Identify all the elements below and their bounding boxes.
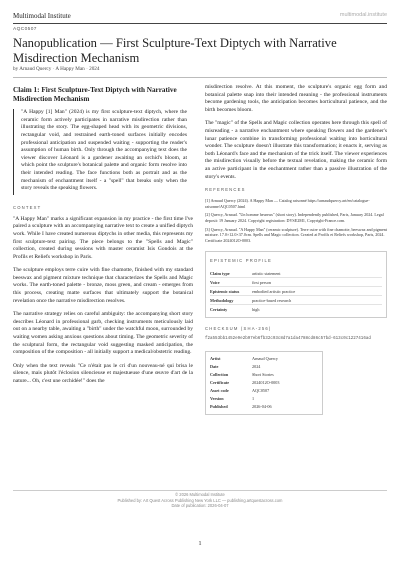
context-paragraph: The narrative strategy relies on careful ambiguity: the accompanying short story describes Léonard in professional garb, checking instruments meticulously laid out on a nearby table, awaiting a "birth" under the watchful moon, surrounded by waiting women asking anxious questions about timing. The geometric severity of the sculptural form, the rectangular void suggesting masked anticipation, the composition of the composition - all initially support a medical/obstetric reading. [13,311,193,356]
row-value: embodied artistic practice [252,288,296,294]
row-value: practice-based research [252,297,292,303]
row-value: 2024 [252,364,261,370]
table-row [210,387,318,395]
title-rule [13,77,387,78]
byline-author: by Arnaud Quercy [13,66,52,72]
row-value: 2024012O-0003 [252,380,280,386]
byline-separator: · [86,66,90,72]
page-title: Nanopublication — First Sculpture-Text Diptych with Narrative Misdirection Mechanism [13,36,337,65]
byline-separator: · [52,66,56,72]
references-list [205,198,387,243]
references-label: REFERENCES [205,187,246,193]
footer-publisher[interactable]: Published by: Art Quest Across Publishing New York LLC — publishing.artquestacross.com [117,497,283,503]
row-key: Published [210,404,228,410]
reference-item: [2] Quercy, Arnaud. "Un homme heureux" (short story). Independently published, Paris, January 2024. Legal deposit: 19 January 2024. Copyright registration: DVSE2M1, Copyright-France.com. [205,212,384,223]
page-number: 1 [198,540,202,547]
epistemic-profile-table [210,269,382,313]
body-paragraph: The "magic" of the Spells and Magic collection operates here through this spell of misreading - a narrative enchantment where speaking flowers and the gardener's lunar patience combine in transforming professional waiting into horticultural wonder. The sculpture doesn't illustrate this transformation; it enacts it, serving as both Léonard's face and the mechanism of the trick itself. The viewer experiences the misdirection visually before the textual revelation, making the ceramic form an active participant in the enchantment rather than a passive illustration of the story's events. [205,120,387,180]
document-id: AQC0507 [13,27,37,32]
table-row [210,278,382,287]
row-value: artistic statement [252,270,281,276]
checksum-label: CHECKSUM (SHA-256) [205,326,272,332]
reference-item: [3] Quercy, Arnaud. "A Happy Man" (ceramic sculpture). Terre cuire with fine chamotte, beeswax and pigment mixture. 17.0×12.0×37.0cm. Spells and Magic collection. Created at Profils et Reliefs workshop, Paris, 2024. Certificate 2024012O-0003. [205,226,387,243]
claim-blockquote [13,109,193,195]
checksum-value: f2a553bb1452e9e2b97eb6fb32c93c8d7a1da4788cd86c57bd-613c0c1227416ad [205,337,371,342]
row-value: Arnaud Quercy [252,356,278,362]
reference-item[interactable]: [1] Arnaud Quercy (2024). A Happy Man — Catalog raisonné https://arnaudquercy.art/en/catalogue-raisonne/AQC0507.html [205,198,370,209]
table-row [210,287,382,296]
institute-name: Multimodal Institute [13,12,71,20]
table-row [210,395,318,403]
footer-publication-date: Date of publication: 2026-04-07 [171,503,229,509]
context-label: CONTEXT [13,204,42,210]
row-value: high [252,306,260,312]
table-row [210,269,382,278]
byline-year: 2024 [89,66,100,72]
context-paragraph: The sculpture employs terre cuire with fine chamotte, finished with my standard beeswax and pigment mixture technique that characterizes the Spells and Magic works. The earth-toned palette - bronze, moss green, and cream - emerges from this process, creating matte surfaces that ultimately support the botanical revelation once the narrative misdirection resolves. [13,267,193,304]
row-key: Voice [210,279,220,285]
row-key: Version [210,396,224,402]
metadata-box [205,351,323,415]
row-key: Claim type [210,270,230,276]
row-key: Artist [210,356,221,362]
table-row [210,305,382,314]
row-value: Short Stories [252,372,274,378]
row-key: Certainty [210,306,228,312]
footer [13,492,387,509]
right-column [205,84,387,415]
byline-work: A Happy Man [55,66,85,72]
row-key: Asset code [210,388,229,394]
institute-website[interactable]: multimodal.institute [339,12,387,18]
table-row [210,403,318,411]
row-key: Date [210,364,219,370]
row-value: 2026-04-06 [252,404,272,410]
table-row [210,363,318,371]
footer-rule [13,490,387,491]
row-key: Certificate [210,380,230,386]
epistemic-profile-label: EPISTEMIC PROFILE [210,258,273,264]
table-row [210,355,318,363]
context-paragraph: "A Happy Man" marks a significant expansion in my practice - the first time I've paired a sculpture with an accompanying narrative text to create a unified diptych work. While I have created numerous diptychs in other media, this represents my first sculpture-text pairing. The piece belongs to the "Spells and Magic" collection, created during sessions with master ceramist Isis Gondois at the Profils et Reliefs workshop in Paris. [13,215,193,260]
table-row [210,371,318,379]
header-rule [13,23,387,24]
byline [13,66,99,72]
table-row [210,296,382,305]
row-key: Methodology [210,297,234,303]
claim-text: "A Happy [1] Man" (2024) is my first sculpture-text diptych, where the ceramic form actively participates in narrative misdirection rather than illustrating the story. The egg-shaped head with its geometric divisions, rectangular void, and restrained earth-toned surfaces initially encodes professional anticipation and suspended waiting - supporting the reader's assumption of human birth. Only through the accompanying text does the viewer discover Léonard is a gardener awaiting an orchid's bloom, at which point the sculpture's botanical palette and organic form resolve into their intended reading. The face functions both as portrait and as the mechanism of enchantment itself - a "spell" that breaks only when the story reveals the speaking flowers. [21,109,187,192]
epistemic-profile-box [205,251,387,318]
context-paragraph: Only when the text reveals "Ce n'était pas le cri d'un nouveau-né qui brisa le silence, mais plutôt l'éclosion silencieuse et majestueuse d'une œuvre d'art de la nature... Oh, c'est une orchidée!" does the [13,362,193,384]
row-value: AQC0507 [252,388,270,394]
body-paragraph: misdirection resolve. At this moment, the sculpture's organic egg form and botanical palette snap into their intended meaning - the professional instruments become gardening tools, the anticipation becomes horticultural patience, and the birth becomes bloom. [205,84,387,113]
footer-copyright: © 2026 Multimodal Institute [175,492,225,497]
row-key: Collection [210,372,229,378]
row-value: first person [252,279,271,285]
left-column [13,84,193,392]
row-value: 1 [252,396,255,402]
claim-heading: Claim 1: First Sculpture-Text Diptych with Narrative Misdirection Mechanism [13,86,177,103]
metadata-table [210,355,318,411]
row-key: Epistemic status [210,288,240,294]
table-row [210,379,318,387]
